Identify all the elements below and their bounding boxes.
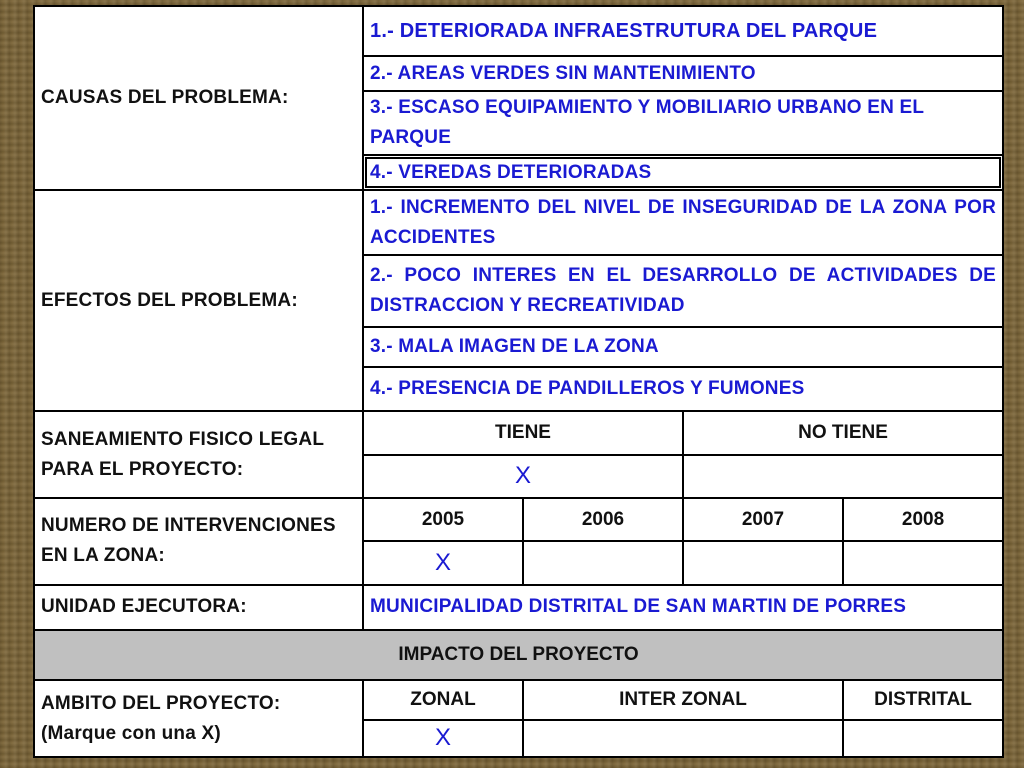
- saneamiento-mark-tiene: X: [363, 455, 683, 498]
- impacto-title: IMPACTO DEL PROYECTO: [34, 630, 1003, 680]
- ambito-label-line2: (Marque con una X): [41, 722, 221, 744]
- causas-label: CAUSAS DEL PROBLEMA:: [34, 6, 363, 190]
- causa-item-4: 4.- VEREDAS DETERIORADAS: [363, 155, 1003, 190]
- document-sheet: [33, 5, 1002, 758]
- unidad-value: MUNICIPALIDAD DISTRITAL DE SAN MARTIN DE PORRES: [363, 585, 1003, 630]
- causas-row-1: [34, 6, 1003, 56]
- ambito-label-line1: AMBITO DEL PROYECTO:: [41, 692, 281, 714]
- ambito-mark-inter-zonal: [523, 720, 843, 757]
- year-2006: 2006: [523, 498, 683, 541]
- project-form-table: [33, 5, 1004, 758]
- causa-item-3: 3.- ESCASO EQUIPAMIENTO Y MOBILIARIO URBANO EN EL PARQUE: [363, 91, 1003, 156]
- intervenciones-label-line1: NUMERO DE INTERVENCIONES: [41, 515, 336, 537]
- year-2007: 2007: [683, 498, 843, 541]
- causa-item-2: 2.- AREAS VERDES SIN MANTENIMIENTO: [363, 56, 1003, 90]
- mark-2005: X: [363, 541, 523, 584]
- impacto-row: [34, 630, 1003, 680]
- intervenciones-label: [34, 498, 363, 585]
- efectos-label: EFECTOS DEL PROBLEMA:: [34, 190, 363, 411]
- mark-2006: [523, 541, 683, 584]
- ambito-col-zonal: ZONAL: [363, 680, 523, 719]
- saneamiento-col-tiene: TIENE: [363, 411, 683, 454]
- saneamiento-label-line2: PARA EL PROYECTO:: [41, 458, 244, 480]
- mark-2007: [683, 541, 843, 584]
- intervenciones-label-line2: EN LA ZONA:: [41, 545, 165, 567]
- ambito-mark-distrital: [843, 720, 1003, 757]
- saneamiento-label-line1: SANEAMIENTO FISICO LEGAL: [41, 428, 325, 450]
- efecto-item-3: 3.- MALA IMAGEN DE LA ZONA: [363, 327, 1003, 367]
- ambito-col-inter-zonal: INTER ZONAL: [523, 680, 843, 719]
- mark-2008: [843, 541, 1003, 584]
- year-2008: 2008: [843, 498, 1003, 541]
- causa-item-1: 1.- DETERIORADA INFRAESTRUTURA DEL PARQUE: [363, 6, 1003, 56]
- ambito-header-row: [34, 680, 1003, 719]
- efecto-item-4: 4.- PRESENCIA DE PANDILLEROS Y FUMONES: [363, 367, 1003, 411]
- efecto-item-2: 2.- POCO INTERES EN EL DESARROLLO DE ACTIVIDADES DE DISTRACCION Y RECREATIVIDAD: [363, 255, 1003, 327]
- year-2005: 2005: [363, 498, 523, 541]
- saneamiento-label: [34, 411, 363, 498]
- efecto-item-1: 1.- INCREMENTO DEL NIVEL DE INSEGURIDAD DE LA ZONA POR ACCIDENTES: [363, 190, 1003, 255]
- unidad-label: UNIDAD EJECUTORA:: [34, 585, 363, 630]
- ambito-mark-zonal: X: [363, 720, 523, 757]
- efectos-row-1: [34, 190, 1003, 255]
- ambito-label: [34, 680, 363, 757]
- saneamiento-col-no-tiene: NO TIENE: [683, 411, 1003, 454]
- saneamiento-mark-no-tiene: [683, 455, 1003, 498]
- ambito-col-distrital: DISTRITAL: [843, 680, 1003, 719]
- intervenciones-header-row: [34, 498, 1003, 541]
- saneamiento-header-row: [34, 411, 1003, 454]
- unidad-row: [34, 585, 1003, 630]
